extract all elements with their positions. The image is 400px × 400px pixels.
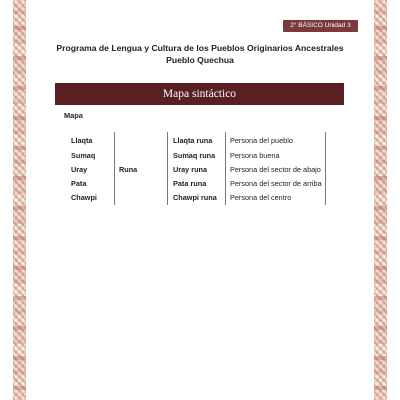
prefix-cell: Pata bbox=[71, 179, 87, 188]
separator-after-root bbox=[167, 132, 168, 205]
meaning-cell: Persona del centro bbox=[230, 193, 292, 202]
meaning-cell: Persona del sector de arriba bbox=[230, 179, 322, 188]
meaning-cell: Persona del pueblo bbox=[230, 136, 293, 145]
decorative-border-left bbox=[13, 0, 26, 400]
prefix-cell: Llaqta bbox=[71, 136, 93, 145]
separator-after-meanings bbox=[325, 132, 326, 205]
compound-cell: Pata runa bbox=[173, 179, 207, 188]
people-subtitle: Pueblo Quechua bbox=[166, 55, 234, 65]
section-label: Mapa bbox=[64, 111, 83, 120]
separator-after-prefixes bbox=[114, 132, 115, 205]
separator-after-compounds bbox=[225, 132, 226, 205]
compound-cell: Llaqta runa bbox=[173, 136, 213, 145]
compound-cell: Sumaq runa bbox=[173, 151, 216, 160]
prefix-cell: Chawpi bbox=[71, 193, 97, 202]
meaning-cell: Persona buena bbox=[230, 151, 280, 160]
prefix-cell: Sumaq bbox=[71, 151, 96, 160]
meaning-cell: Persona del sector de abajo bbox=[230, 165, 321, 174]
program-title: Programa de Lengua y Cultura de los Pueblos Originarios Ancestrales bbox=[56, 43, 344, 53]
compound-cell: Chawpi runa bbox=[173, 193, 217, 202]
root-cell: Runa bbox=[119, 165, 138, 174]
compound-cell: Uray runa bbox=[173, 165, 208, 174]
unit-badge: 2° BÁSICO Unidad 3 bbox=[283, 20, 358, 32]
prefix-cell: Uray bbox=[71, 165, 88, 174]
section-title-bar: Mapa sintáctico bbox=[55, 83, 344, 105]
decorative-border-right bbox=[374, 0, 387, 400]
